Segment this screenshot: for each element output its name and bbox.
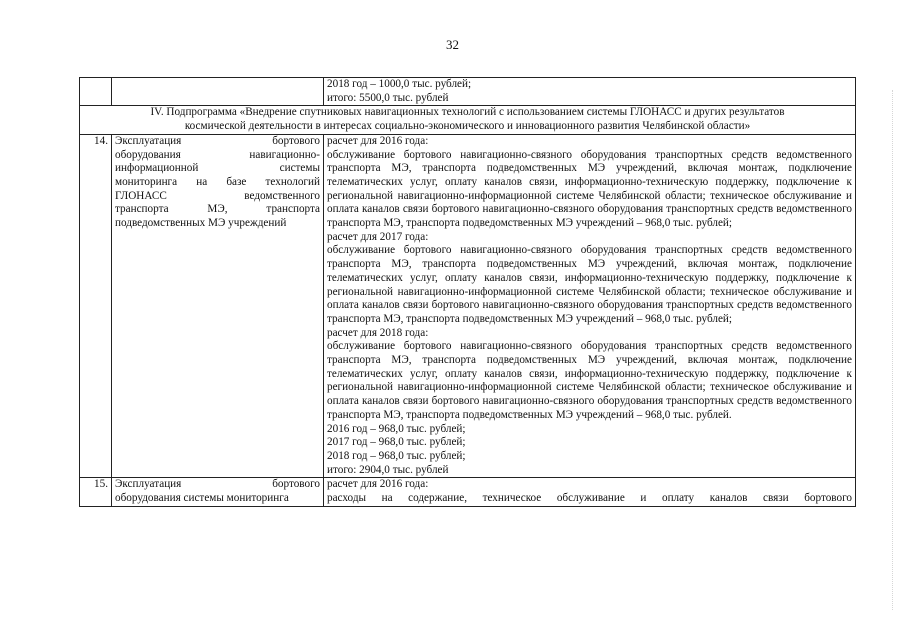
calculation-cell	[324, 78, 856, 106]
page-number: 32	[446, 37, 459, 52]
row-number: 15.	[80, 478, 112, 506]
calc-text: обслуживание бортового навигационно-связного оборудования транспортных средств ведомственного транспорта МЭ, транспорта подведомственных МЭ учреждений, включая монтаж, подключение телематических услуг, оплату каналов связи, информационно-техническую поддержку, подключение к региональной навигационно-информационной системе Челябинской области; техническое обслуживание и оплата каналов связи бортового навигационно-связного оборудования транспортных средств ведомственного транспорта МЭ, транспорта подведомственных МЭ учреждений – 968,0 тыс. рублей;	[327, 244, 852, 325]
budget-table	[79, 77, 856, 507]
row-number: 14.	[80, 134, 112, 478]
measure-name: Эксплуатация бортового оборудования навигационно- информационной системы мониторинга на базе технологий ГЛОНАСС ведомственного транспорта МЭ, транспорта подведомственных МЭ учреждений	[112, 134, 324, 478]
number-cell	[80, 78, 112, 106]
total-line: 2018 год – 968,0 тыс. рублей;	[327, 449, 466, 462]
calc-heading: расчет для 2016 года:	[327, 478, 429, 491]
subprogram-title: IV. Подпрограмма «Внедрение спутниковых навигационных технологий с использованием системы ГЛОНАСС и других результатов космической деятельности в интересах социально-экономического и инновационного развития Челябинской области»	[80, 106, 856, 134]
total-line: 2018 год – 1000,0 тыс. рублей;	[327, 78, 472, 90]
table-row	[80, 78, 856, 106]
calc-heading: расчет для 2016 года:	[327, 134, 429, 147]
total-line: итого: 5500,0 тыс. рублей	[327, 91, 449, 104]
table-row	[80, 134, 856, 478]
total-line: итого: 2904,0 тыс. рублей	[327, 463, 449, 476]
total-line: 2017 год – 968,0 тыс. рублей;	[327, 436, 466, 449]
calculation-cell	[324, 134, 856, 478]
scan-edge-artifact	[892, 90, 894, 610]
calc-text: расходы на содержание, техническое обслуживание и оплату каналов связи бортового	[327, 492, 852, 505]
subprogram-header-row	[80, 106, 856, 134]
calc-text: обслуживание бортового навигационно-связного оборудования транспортных средств ведомственного транспорта МЭ, транспорта подведомственных МЭ учреждений, включая монтаж, подключение телематических услуг, оплату каналов связи, информационно-техническую поддержку, подключение к региональной навигационно-информационной системе Челябинской области; техническое обслуживание и оплата каналов связи бортового навигационно-связного оборудования транспортных средств ведомственного транспорта МЭ, транспорта подведомственных МЭ учреждений – 968,0 тыс. рублей.	[327, 340, 852, 421]
calc-text: обслуживание бортового навигационно-связного оборудования транспортных средств ведомственного транспорта МЭ, транспорта подведомственных МЭ учреждений, включая монтаж, подключение телематических услуг, оплату каналов связи, информационно-техническую поддержку, подключение к региональной навигационно-информационной системе Челябинской области; техническое обслуживание и оплата каналов связи бортового навигационно-связного оборудования транспортных средств ведомственного транспорта МЭ, транспорта подведомственных МЭ учреждений – 968,0 тыс. рублей;	[327, 148, 852, 230]
measure-name: Эксплуатация бортового оборудования системы мониторинга	[112, 478, 324, 506]
calc-heading: расчет для 2018 года:	[327, 326, 429, 339]
total-line: 2016 год – 968,0 тыс. рублей;	[327, 422, 466, 435]
table-row	[80, 478, 856, 506]
name-cell	[112, 78, 324, 106]
calculation-cell	[324, 478, 856, 506]
calc-heading: расчет для 2017 года:	[327, 230, 429, 243]
